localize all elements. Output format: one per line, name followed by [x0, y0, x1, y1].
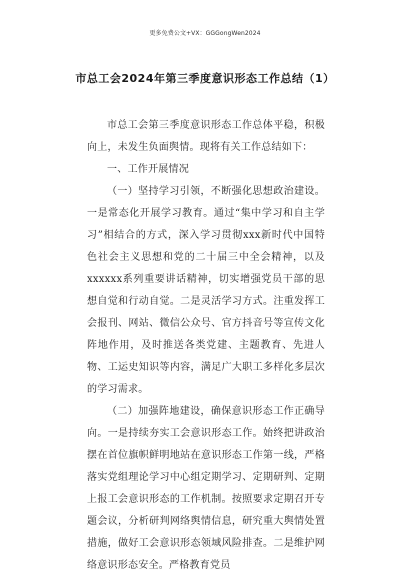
section-heading: 一、工作开展情况: [107, 164, 189, 175]
body-paragraph-1: （一）坚持学习引领，不断强化思想政治建设。一是常态化开展学习教育。通过“集中学习和自主学习”相结合的方式，深入学习贯彻xxx新时代中国特色社会主义思想和党的二十届三中全会精神，以及xxxxxx系列重要讲话精神，切实增强党员干部的思想自觉和行动自觉。二是灵活学习方式。注重发挥工会报刊、网站、微信公众号、官方抖音号等宣传文化阵地作用，及时推送各类党建、主题教育、先进人物、工运史知识等内容，满足广大职工多样化多层次的学习需求。: [87, 186, 325, 395]
body-paragraph-2: （二）加强阵地建设，确保意识形态工作正确导向。一是持续夯实工会意识形态工作。始终把讲政治摆在首位旗帜鲜明地站在意识形态工作第一线，严格落实党组理论学习中心组定期学习、定期研判、定期上报工会意识形态的工作机制。按照要求定期召开专题会议，分析研判网络舆情信息，研究重大舆情处置措施，做好工会意识形态领域风险排查。二是维护网络意识形态安全。严格教育党员: [87, 406, 325, 571]
header-note: 更多免费公文+VX：GGGongWen2024: [149, 30, 261, 37]
document-body: [87, 115, 325, 577]
document-title: 市总工会2024年第三季度意识形态工作总结（1）: [75, 72, 335, 85]
intro-paragraph: 市总工会第三季度意识形态工作总体平稳，积极向上，未发生负面舆情。现将有关工作总结如下：: [87, 120, 325, 153]
